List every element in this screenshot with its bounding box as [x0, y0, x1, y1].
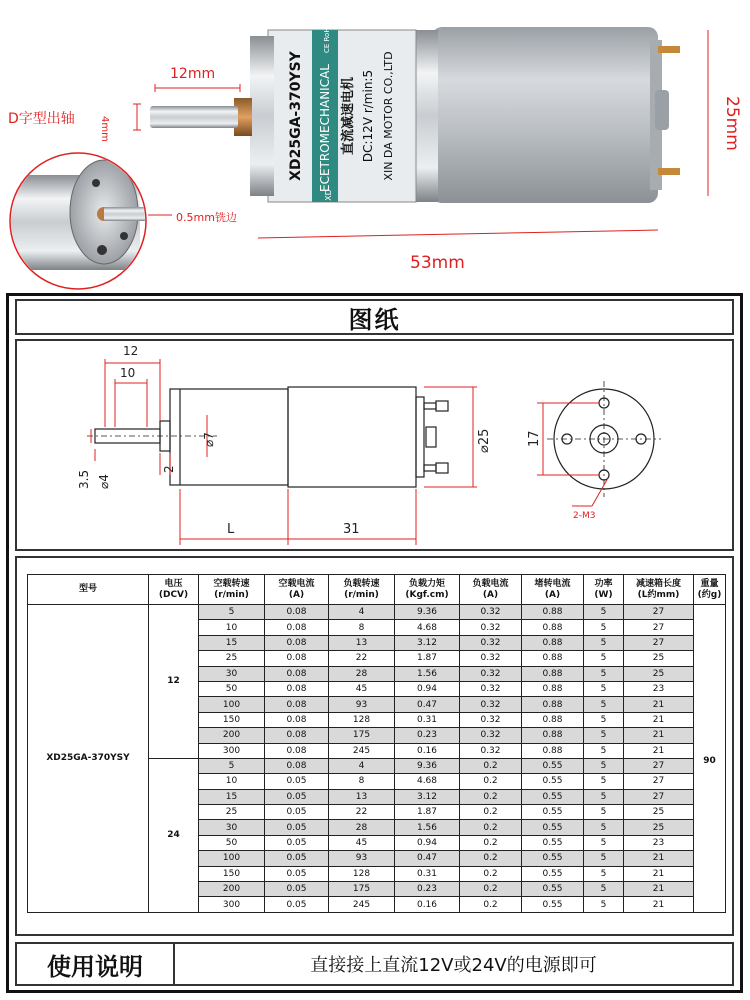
table-cell: 5 — [584, 728, 624, 743]
table-cell: 4.68 — [395, 774, 460, 789]
table-cell: 30 — [199, 666, 265, 681]
table-cell: 245 — [329, 743, 395, 758]
table-cell: 0.05 — [265, 851, 329, 866]
table-cell: 0.88 — [522, 666, 584, 681]
column-header-title: 负载转速 — [343, 578, 380, 589]
table-cell: 0.55 — [522, 774, 584, 789]
table-cell: 22 — [329, 651, 395, 666]
table-cell: 0.05 — [265, 820, 329, 835]
dim-line-length — [258, 230, 658, 238]
column-header — [694, 575, 726, 605]
drawing-motor — [288, 387, 416, 487]
table-cell: 0.88 — [522, 620, 584, 635]
table-cell: 0.08 — [265, 712, 329, 727]
table-cell: 8 — [329, 620, 395, 635]
table-cell: 300 — [199, 743, 265, 758]
table-row — [28, 605, 726, 620]
table-cell: 0.08 — [265, 666, 329, 681]
table-cell: 0.05 — [265, 897, 329, 912]
usage-label: 使用说明 — [17, 944, 175, 984]
shaft-length-label: 12mm — [170, 66, 216, 82]
column-header-unit: (约g) — [697, 589, 722, 600]
table-cell: 4.68 — [395, 620, 460, 635]
weight-cell: 90 — [694, 605, 726, 913]
table-cell: 0.88 — [522, 651, 584, 666]
table-cell: 15 — [199, 789, 265, 804]
column-header-title: 型号 — [78, 584, 97, 594]
table-cell: 27 — [624, 605, 694, 620]
drawing-title-bar — [15, 299, 734, 335]
table-cell: 5 — [584, 743, 624, 758]
column-header-unit: (A) — [288, 589, 305, 600]
table-cell: 23 — [624, 681, 694, 696]
table-cell: 0.2 — [460, 774, 522, 789]
table-cell: 0.08 — [265, 758, 329, 773]
usage-bar — [15, 942, 734, 986]
table-cell: 175 — [329, 728, 395, 743]
dim-31: 31 — [343, 522, 360, 537]
table-cell: 27 — [624, 620, 694, 635]
table-cell: 27 — [624, 774, 694, 789]
dim-7: ⌀7 — [202, 432, 216, 447]
voltage-cell: 24 — [149, 758, 199, 912]
table-cell: 0.55 — [522, 866, 584, 881]
table-cell: 0.88 — [522, 728, 584, 743]
drawing-svg — [17, 341, 732, 549]
table-cell: 0.55 — [522, 805, 584, 820]
table-cell: 25 — [624, 820, 694, 835]
table-cell: 0.47 — [395, 697, 460, 712]
table-cell: 3.12 — [395, 635, 460, 650]
table-cell: 21 — [624, 743, 694, 758]
table-cell: 0.94 — [395, 681, 460, 696]
table-cell: 1.87 — [395, 805, 460, 820]
table-cell: 10 — [199, 620, 265, 635]
table-cell: 0.05 — [265, 866, 329, 881]
table-cell: 0.08 — [265, 743, 329, 758]
column-header — [460, 575, 522, 605]
table-cell: 0.32 — [460, 635, 522, 650]
table-cell: 0.23 — [395, 882, 460, 897]
table-cell: 21 — [624, 728, 694, 743]
table-cell: 0.08 — [265, 681, 329, 696]
table-cell: 5 — [584, 882, 624, 897]
table-cell: 0.31 — [395, 866, 460, 881]
table-cell: 0.2 — [460, 805, 522, 820]
column-header-unit: (L约mm) — [637, 589, 680, 600]
table-cell: 9.36 — [395, 605, 460, 620]
motor-marks-print: CE RoHS — [323, 22, 331, 54]
table-cell: 21 — [624, 897, 694, 912]
column-header-title: 负载电流 — [472, 578, 509, 589]
column-header-title: 空载转速 — [213, 578, 250, 589]
table-cell: 10 — [199, 774, 265, 789]
table-cell: 21 — [624, 712, 694, 727]
column-header-title: 功率 — [594, 578, 613, 589]
table-cell: 0.2 — [460, 851, 522, 866]
dim-25: ⌀25 — [477, 428, 492, 453]
column-header-title: 空载电流 — [278, 578, 315, 589]
table-cell: 0.05 — [265, 805, 329, 820]
table-cell: 0.32 — [460, 666, 522, 681]
table-cell: 100 — [199, 697, 265, 712]
table-cell: 8 — [329, 774, 395, 789]
table-cell: 0.55 — [522, 835, 584, 850]
table-cell: 5 — [199, 758, 265, 773]
table-cell: 5 — [199, 605, 265, 620]
table-cell: 0.32 — [460, 728, 522, 743]
table-cell: 9.36 — [395, 758, 460, 773]
dim-17: 17 — [527, 430, 542, 447]
table-cell: 50 — [199, 681, 265, 696]
d-shaft-label: D字型出轴 — [8, 111, 75, 127]
spec-table-panel — [15, 556, 734, 936]
table-cell: 27 — [624, 789, 694, 804]
column-header-unit: (DCV) — [158, 589, 189, 600]
table-cell: 1.87 — [395, 651, 460, 666]
table-cell: 25 — [624, 805, 694, 820]
table-cell: 3.12 — [395, 789, 460, 804]
column-header-unit: (Kgf.cm) — [405, 589, 449, 600]
motor-brand-print: ECETROMECHANICAL — [318, 64, 332, 192]
column-header-unit: (r/min) — [344, 589, 379, 600]
table-cell: 4 — [329, 758, 395, 773]
table-cell: 5 — [584, 866, 624, 881]
table-cell: 0.55 — [522, 820, 584, 835]
table-cell: 0.55 — [522, 882, 584, 897]
technical-drawing — [15, 339, 734, 551]
table-cell: 0.23 — [395, 728, 460, 743]
table-cell: 0.08 — [265, 605, 329, 620]
dim-10: 10 — [120, 366, 136, 380]
table-cell: 300 — [199, 897, 265, 912]
table-cell: 23 — [624, 835, 694, 850]
table-cell: 150 — [199, 712, 265, 727]
table-cell: 25 — [199, 805, 265, 820]
table-cell: 21 — [624, 697, 694, 712]
table-cell: 128 — [329, 866, 395, 881]
column-header-title: 电压 — [164, 578, 183, 589]
column-header — [28, 575, 149, 605]
table-cell: 27 — [624, 635, 694, 650]
table-cell: 0.32 — [460, 605, 522, 620]
model-cell: XD25GA-370YSY — [28, 605, 149, 913]
table-cell: 27 — [624, 758, 694, 773]
table-cell: 5 — [584, 697, 624, 712]
column-header — [329, 575, 395, 605]
column-header-unit: (A) — [544, 589, 561, 600]
table-cell: 28 — [329, 820, 395, 835]
table-cell: 13 — [329, 789, 395, 804]
table-cell: 0.08 — [265, 697, 329, 712]
table-cell: 0.32 — [460, 697, 522, 712]
table-cell: 5 — [584, 897, 624, 912]
table-cell: 5 — [584, 820, 624, 835]
table-cell: 0.32 — [460, 681, 522, 696]
motor-logo-print: XD — [324, 189, 333, 201]
table-cell: 0.47 — [395, 851, 460, 866]
table-cell: 0.05 — [265, 789, 329, 804]
output-shaft — [150, 106, 238, 128]
table-cell: 0.55 — [522, 851, 584, 866]
table-cell: 0.05 — [265, 882, 329, 897]
table-cell: 5 — [584, 635, 624, 650]
table-cell: 0.08 — [265, 728, 329, 743]
spec-sheet — [6, 293, 743, 993]
table-cell: 0.88 — [522, 681, 584, 696]
column-header — [522, 575, 584, 605]
table-cell: 45 — [329, 835, 395, 850]
table-cell: 0.2 — [460, 820, 522, 835]
table-cell: 21 — [624, 882, 694, 897]
table-cell: 0.88 — [522, 743, 584, 758]
table-cell: 0.88 — [522, 697, 584, 712]
column-header — [265, 575, 329, 605]
product-photo — [0, 0, 750, 290]
table-cell: 0.08 — [265, 635, 329, 650]
table-cell: 21 — [624, 866, 694, 881]
table-cell: 200 — [199, 882, 265, 897]
table-cell: 0.2 — [460, 866, 522, 881]
shaft-diameter-label: 4mm — [99, 116, 110, 142]
column-header-title: 负载力矩 — [408, 578, 445, 589]
table-cell: 0.08 — [265, 651, 329, 666]
table-cell: 150 — [199, 866, 265, 881]
dim-m3: 2-M3 — [573, 511, 596, 521]
table-body — [28, 605, 726, 913]
table-cell: 0.55 — [522, 897, 584, 912]
voltage-cell: 12 — [149, 605, 199, 759]
table-cell: 0.88 — [522, 712, 584, 727]
table-cell: 5 — [584, 666, 624, 681]
table-cell: 245 — [329, 897, 395, 912]
table-cell: 0.2 — [460, 758, 522, 773]
table-cell: 0.55 — [522, 789, 584, 804]
table-cell: 0.2 — [460, 882, 522, 897]
table-cell: 0.88 — [522, 605, 584, 620]
table-cell: 93 — [329, 851, 395, 866]
column-header-title: 堵转电流 — [534, 578, 571, 589]
table-cell: 50 — [199, 835, 265, 850]
dim-4: ⌀4 — [97, 474, 111, 489]
table-cell: 28 — [329, 666, 395, 681]
table-cell: 0.08 — [265, 620, 329, 635]
drawing-gearbox — [170, 389, 288, 485]
column-header — [199, 575, 265, 605]
table-cell: 175 — [329, 882, 395, 897]
table-cell: 0.2 — [460, 835, 522, 850]
table-cell: 5 — [584, 789, 624, 804]
table-cell: 128 — [329, 712, 395, 727]
table-cell: 13 — [329, 635, 395, 650]
table-cell: 0.2 — [460, 789, 522, 804]
table-cell: 30 — [199, 820, 265, 835]
table-cell: 200 — [199, 728, 265, 743]
drawing-title: 图纸 — [348, 305, 401, 334]
dim-12: 12 — [123, 344, 139, 358]
diameter-label: 25mm — [722, 96, 742, 151]
column-header — [149, 575, 199, 605]
column-header-unit: (W) — [594, 589, 613, 600]
column-header-title: 减速箱长度 — [635, 578, 681, 589]
table-cell: 1.56 — [395, 666, 460, 681]
table-cell: 0.94 — [395, 835, 460, 850]
dim-2: 2 — [162, 465, 176, 473]
table-cell: 0.05 — [265, 774, 329, 789]
column-header — [584, 575, 624, 605]
table-cell: 0.16 — [395, 897, 460, 912]
table-cell: 0.32 — [460, 620, 522, 635]
column-header-unit: (A) — [482, 589, 499, 600]
table-cell: 25 — [199, 651, 265, 666]
table-cell: 5 — [584, 620, 624, 635]
column-header-title: 重量 — [700, 578, 719, 589]
table-cell: 25 — [624, 651, 694, 666]
motor-maker-print: XIN DA MOTOR CO.,LTD — [382, 51, 395, 181]
table-cell: 5 — [584, 651, 624, 666]
length-label: 53mm — [410, 253, 465, 273]
table-cell: 1.56 — [395, 820, 460, 835]
motor-model-print: XD25GA-370YSY — [288, 51, 304, 181]
table-cell: 0.31 — [395, 712, 460, 727]
table-cell: 21 — [624, 851, 694, 866]
table-cell: 5 — [584, 712, 624, 727]
mill-label: 0.5mm铣边 — [176, 211, 237, 224]
dim-3-5: 3.5 — [77, 469, 91, 489]
motor-can — [432, 27, 658, 203]
table-cell: 45 — [329, 681, 395, 696]
motor-name-print: 直流减速电机 — [341, 76, 356, 156]
table-cell: 0.16 — [395, 743, 460, 758]
spec-table — [27, 574, 726, 913]
table-cell: 25 — [624, 666, 694, 681]
column-header-unit: (r/min) — [214, 589, 249, 600]
column-header — [395, 575, 460, 605]
motor-spec-print: DC:12V r/min:5 — [361, 69, 375, 163]
table-cell: 5 — [584, 805, 624, 820]
table-cell: 0.88 — [522, 635, 584, 650]
table-cell: 5 — [584, 758, 624, 773]
table-cell: 4 — [329, 605, 395, 620]
motor-photo-illustration — [0, 0, 750, 290]
table-cell: 15 — [199, 635, 265, 650]
table-cell: 5 — [584, 851, 624, 866]
table-cell: 0.32 — [460, 651, 522, 666]
table-cell: 5 — [584, 605, 624, 620]
table-cell: 5 — [584, 835, 624, 850]
table-cell: 0.32 — [460, 743, 522, 758]
table-cell: 22 — [329, 805, 395, 820]
table-header-row — [28, 575, 726, 605]
table-cell: 100 — [199, 851, 265, 866]
column-header — [624, 575, 694, 605]
table-cell: 0.2 — [460, 897, 522, 912]
table-cell: 5 — [584, 774, 624, 789]
table-cell: 0.32 — [460, 712, 522, 727]
table-cell: 0.55 — [522, 758, 584, 773]
table-cell: 0.05 — [265, 835, 329, 850]
table-cell: 5 — [584, 681, 624, 696]
dim-L: L — [227, 522, 235, 537]
usage-text: 直接接上直流12V或24V的电源即可 — [310, 955, 597, 976]
table-cell: 93 — [329, 697, 395, 712]
